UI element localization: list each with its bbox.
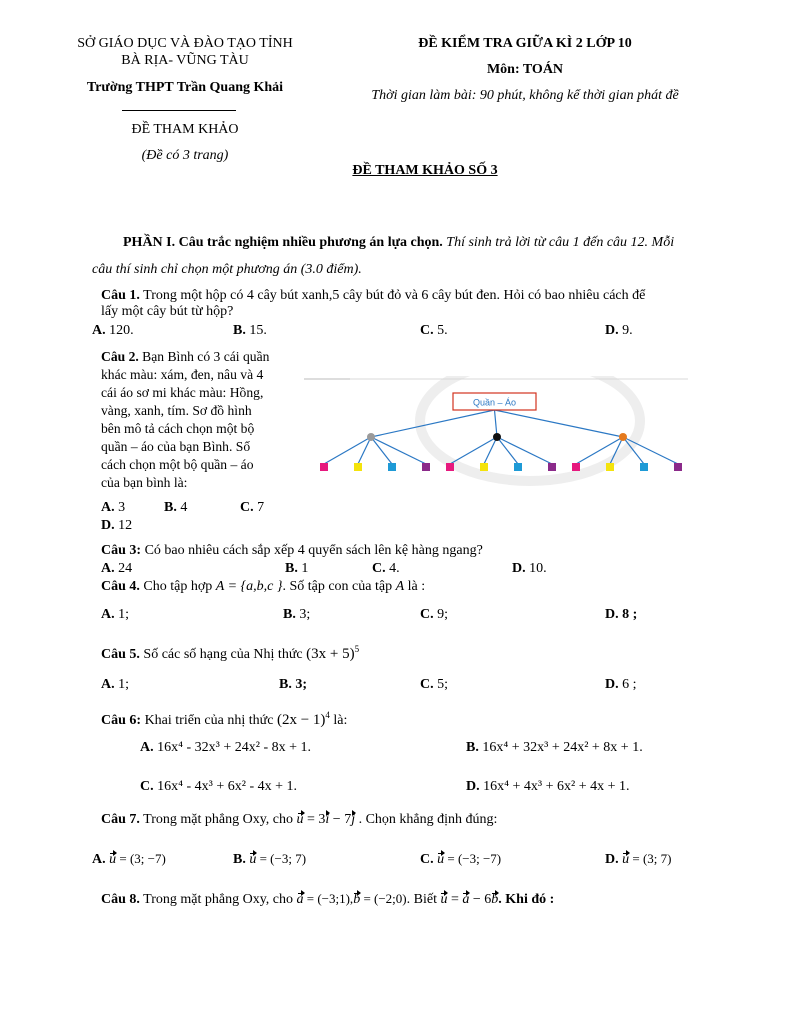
- pants-node: [619, 433, 627, 441]
- q2-line-7: của bạn bình là:: [101, 475, 188, 490]
- q5-option-c-value: 5;: [433, 677, 449, 692]
- q4-option-c[interactable]: [420, 607, 448, 623]
- q7-option-b-vec: u: [249, 852, 257, 867]
- q1-option-a-value: 120.: [105, 323, 134, 338]
- q8-label: Câu 8.: [101, 892, 140, 907]
- header-divider: [122, 110, 236, 111]
- q4-text-post-2: là :: [404, 579, 426, 594]
- q4-set: A = {a,b,c }: [215, 579, 283, 594]
- leaf-line: [497, 437, 518, 464]
- diagram-root-label: Quần – Áo: [472, 397, 517, 408]
- q2-line-4: bên mô tả cách chọn một bộ: [101, 421, 255, 436]
- q8-expr-a: = (−3;1),: [303, 891, 354, 906]
- q7-option-c-value: = (−3; −7): [444, 851, 502, 866]
- q5-text: [101, 646, 359, 663]
- q8-expr-u2: − 6: [469, 892, 492, 907]
- q1-option-c-value: 5.: [433, 323, 448, 338]
- q3-text: [101, 543, 483, 559]
- q1-text: [101, 288, 645, 304]
- q4-option-d-value: 8 ;: [618, 607, 638, 622]
- shirt-leaf: [640, 463, 648, 471]
- q2-option-b-value: 4: [176, 500, 188, 515]
- q6-option-b[interactable]: [466, 740, 643, 756]
- q7-label: Câu 7.: [101, 812, 140, 827]
- q4-option-b[interactable]: [283, 607, 310, 623]
- q7-option-a-value: = (3; −7): [116, 851, 166, 866]
- ref-number: ĐỀ THAM KHẢO SỐ 3: [352, 163, 498, 178]
- q6-option-c-key: C.: [140, 779, 154, 794]
- q7-tail: . Chọn khẳng định đúng:: [355, 812, 498, 827]
- q2-option-c-value: 7: [253, 500, 265, 515]
- q7-vec-i: i: [325, 812, 330, 827]
- shirt-leaf: [320, 463, 328, 471]
- q8-text-body: Trong mặt phẳng Oxy, cho: [139, 892, 297, 907]
- q5-option-d-key: D.: [605, 677, 619, 692]
- q5-text-body: Số các số hạng của Nhị thức: [139, 647, 307, 662]
- q4-label: Câu 4.: [101, 579, 140, 594]
- q7-option-c[interactable]: [420, 851, 501, 868]
- q2-line-0: Bạn Bình có 3 cái quần: [138, 349, 270, 364]
- leaf-line: [497, 437, 552, 464]
- exam-title: ĐỀ KIỂM TRA GIỮA KÌ 2 LỚP 10: [418, 36, 632, 51]
- shirt-leaf: [606, 463, 614, 471]
- q5-option-a-value: 1;: [114, 677, 130, 692]
- q3-option-b-key: B.: [285, 561, 298, 576]
- q7-option-a-vec: u: [109, 852, 117, 867]
- q8-mid: . Biết: [406, 892, 441, 907]
- q7-text: [101, 812, 497, 828]
- dept-line1: SỞ GIÁO DỤC VÀ ĐÀO TẠO TỈNH: [77, 36, 293, 51]
- q6-option-b-key: B.: [466, 740, 479, 755]
- q2-line-3: vàng, xanh, tím. Sơ đồ hình: [101, 403, 252, 418]
- q3-option-d-value: 10.: [525, 561, 547, 576]
- shirt-leaf: [572, 463, 580, 471]
- q6-option-d-value: 16x⁴ + 4x³ + 6x² + 4x + 1.: [479, 779, 630, 794]
- q6-tail: là:: [329, 713, 348, 728]
- q2-line-1: khác màu: xám, đen, nâu và 4: [101, 367, 264, 382]
- q1-option-d[interactable]: [605, 323, 633, 339]
- ref-label: ĐỀ THAM KHẢO: [131, 122, 239, 137]
- q6-option-c[interactable]: [140, 779, 297, 795]
- q1-option-c[interactable]: [420, 323, 448, 339]
- q4-option-b-key: B.: [283, 607, 296, 622]
- q7-option-b-key: B.: [233, 852, 246, 867]
- q3-text-body: Có bao nhiêu cách sắp xếp 4 quyển sách lên kệ hàng ngang?: [141, 543, 483, 558]
- pants-node: [367, 433, 375, 441]
- shirt-leaf: [480, 463, 488, 471]
- part1-title: [123, 235, 674, 251]
- q3-option-a-key: A.: [101, 561, 115, 576]
- branch-line: [495, 410, 624, 437]
- q6-exp: 4: [325, 710, 330, 720]
- q2-option-c[interactable]: [240, 500, 264, 516]
- shirt-leaf: [446, 463, 454, 471]
- q2-option-c-key: C.: [240, 500, 254, 515]
- q6-option-a-key: A.: [140, 740, 154, 755]
- q5-option-a[interactable]: [101, 677, 129, 693]
- pages-note: (Đề có 3 trang): [141, 148, 229, 163]
- q3-option-b[interactable]: [285, 561, 308, 577]
- q7-option-a-key: A.: [92, 852, 106, 867]
- dept-line2: BÀ RỊA- VŨNG TÀU: [121, 53, 249, 68]
- q4-text-post-1: . Số tập con của tập: [282, 579, 396, 594]
- q7-option-c-vec: u: [437, 852, 445, 867]
- q7-option-d-vec: u: [622, 852, 630, 867]
- q6-option-b-value: 16x⁴ + 32x³ + 24x² + 8x + 1.: [478, 740, 643, 755]
- q4-option-b-value: 3;: [295, 607, 311, 622]
- q2-option-a[interactable]: [101, 500, 125, 516]
- q3-option-a[interactable]: [101, 561, 132, 577]
- q4-option-a-key: A.: [101, 607, 115, 622]
- q7-minus: − 7: [329, 812, 352, 827]
- shirt-leaf: [548, 463, 556, 471]
- q3-option-d[interactable]: [512, 561, 547, 577]
- q7-option-a[interactable]: [92, 851, 166, 868]
- q7-option-d[interactable]: [605, 851, 671, 868]
- q5-option-d-value: 6 ;: [618, 677, 637, 692]
- q1-option-d-value: 9.: [618, 323, 633, 338]
- q8-tail: . Khi đó :: [498, 892, 555, 907]
- q2-option-d-key: D.: [101, 518, 115, 533]
- q3-label: Câu 3:: [101, 543, 142, 558]
- q7-vec-u: u: [296, 812, 304, 827]
- subject: Môn: TOÁN: [486, 62, 564, 77]
- q2-line-2: cái áo sơ mi khác màu: Hồng,: [101, 385, 264, 400]
- q2-option-b-key: B.: [164, 500, 177, 515]
- q7-option-d-value: = (3; 7): [629, 851, 672, 866]
- q3-option-c-value: 4.: [385, 561, 400, 576]
- school-name: Trường THPT Trần Quang Khải: [86, 80, 284, 95]
- q6-option-a[interactable]: [140, 740, 311, 756]
- q2-option-b[interactable]: [164, 500, 187, 516]
- q7-option-d-key: D.: [605, 852, 619, 867]
- q1-option-d-key: D.: [605, 323, 619, 338]
- q4-text: [101, 579, 425, 595]
- q6-label: Câu 6:: [101, 713, 142, 728]
- q4-set-name: A: [395, 579, 405, 594]
- q1-text-2: lấy một cây bút từ hộp?: [101, 304, 234, 319]
- q1-label: Câu 1.: [101, 288, 140, 303]
- branch-line: [371, 410, 495, 437]
- q7-option-b[interactable]: [233, 851, 306, 868]
- q2-label: Câu 2.: [101, 349, 139, 364]
- q6-option-d[interactable]: [466, 779, 629, 795]
- q6-expr: (2x − 1): [276, 712, 326, 728]
- shirt-leaf: [514, 463, 522, 471]
- q5-option-b-value: 3;: [291, 677, 308, 692]
- q5-option-c-key: C.: [420, 677, 434, 692]
- q4-option-d-key: D.: [605, 607, 619, 622]
- leaf-line: [371, 437, 392, 464]
- q2-text: [101, 348, 297, 492]
- pants-node: [493, 433, 501, 441]
- q4-option-c-key: C.: [420, 607, 434, 622]
- shirt-leaf: [674, 463, 682, 471]
- q6-option-c-value: 16x⁴ - 4x³ + 6x² - 4x + 1.: [153, 779, 298, 794]
- q4-option-a-value: 1;: [114, 607, 130, 622]
- q1-option-b-key: B.: [233, 323, 246, 338]
- time-note: Thời gian làm bài: 90 phút, không kể thời gian phát đề: [371, 88, 679, 103]
- branch-line: [495, 410, 498, 437]
- q1-option-c-key: C.: [420, 323, 434, 338]
- q5-expr: (3x + 5): [306, 646, 355, 662]
- shirt-leaf: [388, 463, 396, 471]
- part1-title-italic: Thí sinh trả lời từ câu 1 đến câu 12. Mỗi: [442, 235, 675, 250]
- q8-expr-u: =: [447, 892, 463, 907]
- q7-vec-j: j: [351, 812, 356, 827]
- q5-label: Câu 5.: [101, 647, 140, 662]
- q3-option-c[interactable]: [372, 561, 400, 577]
- q6-text-body: Khai triển của nhị thức: [141, 713, 277, 728]
- q4-option-d[interactable]: [605, 607, 637, 623]
- q1-option-b[interactable]: [233, 323, 267, 339]
- q3-option-b-value: 1: [297, 561, 309, 576]
- leaf-line: [371, 437, 426, 464]
- q5-option-b-key: B.: [279, 677, 292, 692]
- q4-option-a[interactable]: [101, 607, 129, 623]
- q8-expr-b: = (−2;0): [360, 891, 407, 906]
- q8-text: Câu 8. Trong mặt phẳng Oxy, cho a = (−3;1),b = (−2;0). Biết u = a − 6b. Khi đó :: [101, 891, 555, 907]
- q1-option-b-value: 15.: [245, 323, 267, 338]
- q3-option-d-key: D.: [512, 561, 526, 576]
- q2-line-5: quần – áo của bạn Bình. Số: [101, 439, 251, 454]
- q6-text: [101, 712, 347, 729]
- q2-tree-diagram: [300, 376, 690, 488]
- q1-option-a-key: A.: [92, 323, 106, 338]
- q4-option-c-value: 9;: [433, 607, 449, 622]
- q7-eq: = 3: [303, 812, 326, 827]
- part1-subtitle: câu thí sinh chỉ chọn một phương án (3.0 điểm).: [92, 262, 362, 277]
- q2-option-a-value: 3: [114, 500, 126, 515]
- q7-option-c-key: C.: [420, 852, 434, 867]
- q3-option-c-key: C.: [372, 561, 386, 576]
- q5-option-b[interactable]: [279, 677, 307, 693]
- q5-option-a-key: A.: [101, 677, 115, 692]
- q2-option-a-key: A.: [101, 500, 115, 515]
- q2-option-d[interactable]: [101, 518, 132, 534]
- q5-option-d[interactable]: [605, 677, 637, 693]
- q1-option-a[interactable]: [92, 323, 134, 339]
- q2-line-6: cách chọn một bộ quần – áo: [101, 457, 254, 472]
- q5-option-c[interactable]: [420, 677, 448, 693]
- q7-text-body: Trong mặt phẳng Oxy, cho: [139, 812, 297, 827]
- shirt-leaf: [422, 463, 430, 471]
- q5-exp: 5: [354, 644, 360, 654]
- q2-option-d-value: 12: [114, 518, 133, 533]
- q3-option-a-value: 24: [114, 561, 133, 576]
- q7-option-b-value: = (−3; 7): [256, 851, 307, 866]
- part1-title-bold: PHẦN I. Câu trắc nghiệm nhiều phương án lựa chọn.: [123, 235, 443, 250]
- q1-text-1: Trong một hộp có 4 cây bút xanh,5 cây bút đỏ và 6 cây bút đen. Hỏi có bao nhiêu cách để: [139, 288, 646, 303]
- shirt-leaf: [354, 463, 362, 471]
- q6-option-d-key: D.: [466, 779, 480, 794]
- q4-text-pre: Cho tập hợp: [139, 579, 216, 594]
- q6-option-a-value: 16x⁴ - 32x³ + 24x² - 8x + 1.: [153, 740, 312, 755]
